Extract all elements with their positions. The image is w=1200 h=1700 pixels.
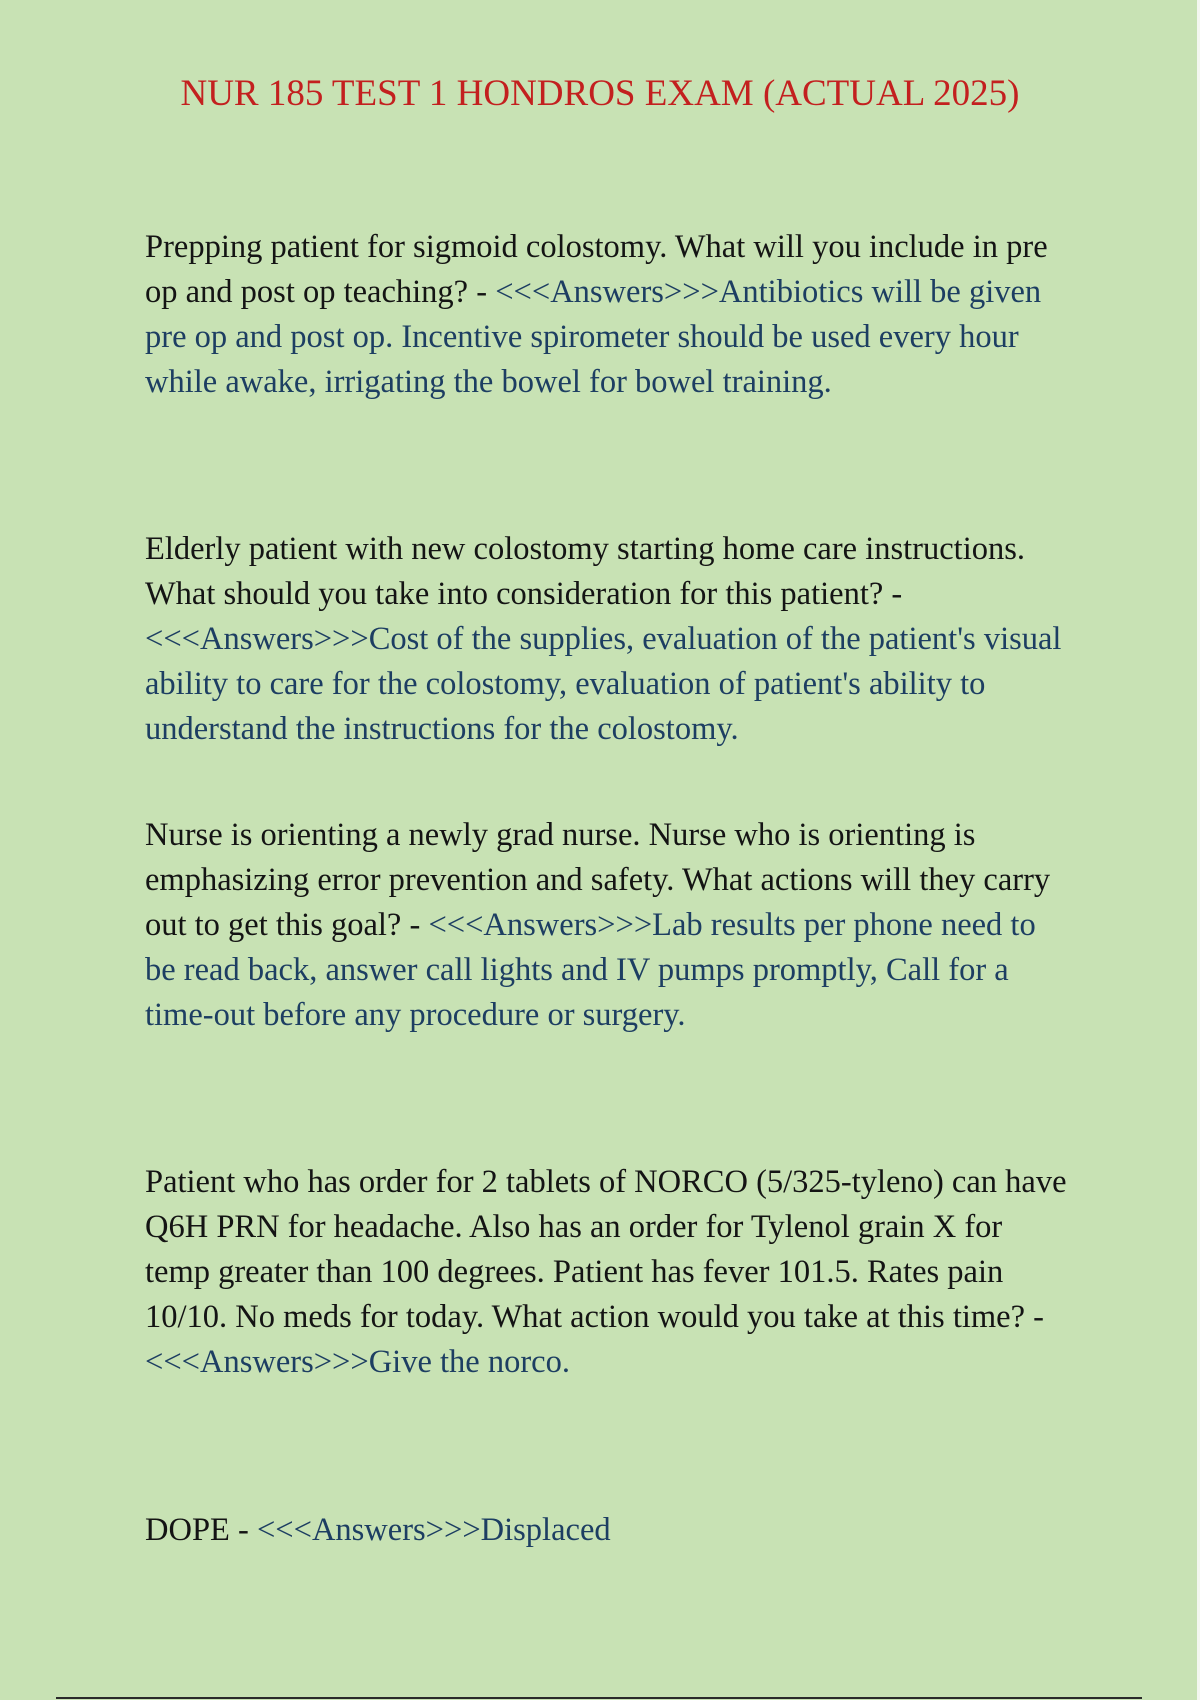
question-text: Elderly patient with new colostomy starting home care instructions. What should you take into consideration for this patient?	[145, 531, 1026, 612]
question-text: Prepping patient for sigmoid colostomy. What will you include in pre op and post op teaching?	[145, 229, 1048, 310]
qa-separator: -	[1025, 1299, 1044, 1335]
qa-separator: -	[229, 1512, 257, 1548]
answer-text: <<<Answers>>>Cost of the supplies, evaluation of the patient's visual ability to care for the colostomy, evaluation of patient's ability to understand the instructions for the colostomy.	[145, 621, 1062, 747]
qa-separator: -	[468, 274, 496, 310]
qa-item-1	[145, 225, 1070, 405]
qa-separator: -	[401, 907, 429, 943]
qa-item-2	[145, 527, 1070, 752]
answer-text: <<<Answers>>>Antibiotics will be given pre op and post op. Incentive spirometer should be used every hour while awake, irrigating the bowel for bowel training.	[145, 274, 1042, 400]
qa-separator: -	[883, 576, 903, 612]
question-text: DOPE	[145, 1512, 230, 1548]
qa-item-4	[145, 1160, 1070, 1385]
page-bottom-rule	[56, 1697, 1142, 1699]
question-text: Patient who has order for 2 tablets of NORCO (5/325-tyleno) can have Q6H PRN for headache. Also has an order for Tylenol grain X for temp greater than 100 degrees. Patient has fever 101.5. Rates pain 10/10. No meds for today. What action would you take at this time?	[145, 1164, 1067, 1335]
document-title: NUR 185 TEST 1 HONDROS EXAM (ACTUAL 2025)	[180, 73, 1020, 114]
qa-item-5	[145, 1508, 1070, 1553]
qa-item-3	[145, 813, 1070, 1038]
question-text: Nurse is orienting a newly grad nurse. Nurse who is orienting is emphasizing error prevention and safety. What actions will they carry out to get this goal?	[145, 817, 1051, 943]
answer-text: <<<Answers>>>Give the norco.	[145, 1344, 570, 1380]
answer-text: <<<Answers>>>Lab results per phone need to be read back, answer call lights and IV pumps promptly, Call for a time-out before any procedure or surgery.	[145, 907, 1036, 1033]
answer-text: <<<Answers>>>Displaced	[256, 1512, 611, 1548]
